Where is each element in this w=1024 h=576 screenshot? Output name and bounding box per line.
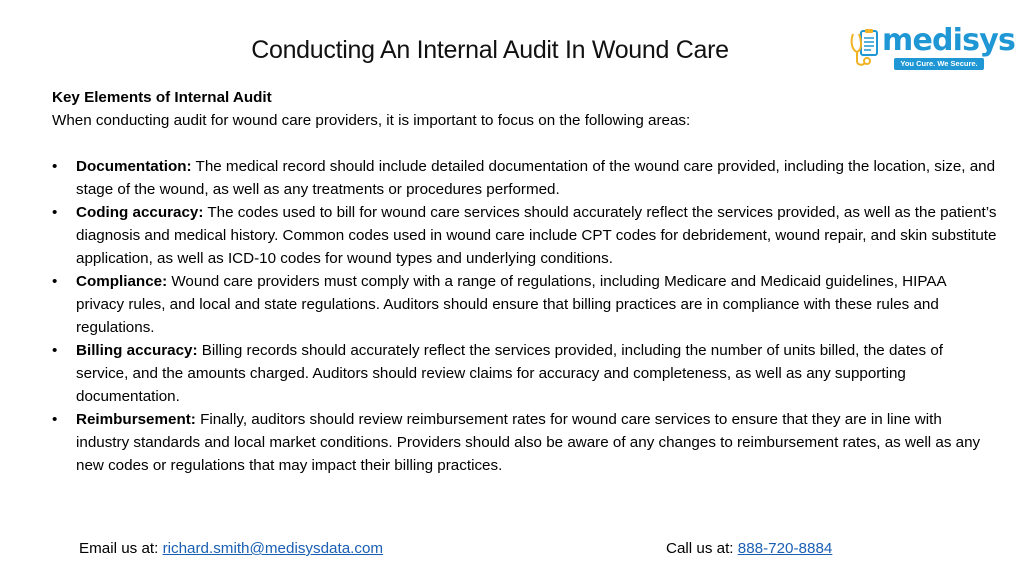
- list-item: [52, 201, 997, 270]
- slide-title: Conducting An Internal Audit In Wound Care: [251, 36, 729, 64]
- list-item: [52, 408, 997, 477]
- point-term: Reimbursement:: [76, 411, 196, 428]
- point-text: Wound care providers must comply with a range of regulations, including Medicare and Medicaid guidelines, HIPAA privacy rules, and local and state regulations. Auditors should ensure that billing practices are in compliance with these rules and regulations.: [76, 273, 946, 336]
- list-item: [52, 270, 997, 339]
- bullet-icon: •: [52, 411, 58, 428]
- point-text: Billing records should accurately reflect the services provided, including the number of units billed, the dates of service, and the amounts charged. Auditors should review claims for accuracy and completeness, as well as any supporting documentation.: [76, 342, 943, 405]
- point-text: The codes used to bill for wound care services should accurately reflect the services provided, as well as the patient’s diagnosis and medical history. Common codes used in wound care include CPT codes for debridement, wound repair, and skin substitute application, as well as ICD-10 codes for wound types and underlying conditions.: [76, 204, 997, 267]
- point-text: Finally, auditors should review reimbursement rates for wound care services to ensure that they are in line with industry standards and local market conditions. Providers should also be aware of any changes to reimbursement rates, as well as any new codes or regulations that may impact their billing practices.: [76, 411, 981, 474]
- list-item: [52, 155, 997, 201]
- medisys-logo: [848, 23, 1016, 72]
- point-term: Compliance:: [76, 273, 168, 290]
- point-term: Coding accuracy:: [76, 204, 204, 221]
- slide-content: [52, 86, 997, 477]
- bullet-icon: •: [52, 273, 58, 290]
- email-link[interactable]: richard.smith@medisysdata.com: [162, 540, 384, 557]
- point-term: Documentation:: [76, 158, 192, 175]
- point-term: Billing accuracy:: [76, 342, 198, 359]
- phone-link[interactable]: 888-720-8884: [737, 540, 833, 557]
- bullet-icon: •: [52, 342, 58, 359]
- logo-wordmark: medisys: [882, 23, 1016, 58]
- audit-points-list: [52, 155, 997, 477]
- email-label: Email us at:: [79, 540, 163, 557]
- footer-phone: [666, 538, 832, 560]
- footer-email: [79, 538, 383, 560]
- bullet-icon: •: [52, 204, 58, 221]
- phone-label: Call us at:: [666, 540, 738, 557]
- logo-tagline: You Cure. We Secure.: [894, 58, 984, 70]
- section-intro: When conducting audit for wound care providers, it is important to focus on the following areas:: [52, 112, 691, 129]
- point-text: The medical record should include detailed documentation of the wound care provided, including the location, size, and stage of the wound, as well as any treatments or procedures performed.: [76, 158, 996, 198]
- bullet-icon: •: [52, 158, 58, 175]
- list-item: [52, 339, 997, 408]
- section-heading: Key Elements of Internal Audit: [52, 89, 272, 106]
- stethoscope-document-icon: [848, 28, 884, 68]
